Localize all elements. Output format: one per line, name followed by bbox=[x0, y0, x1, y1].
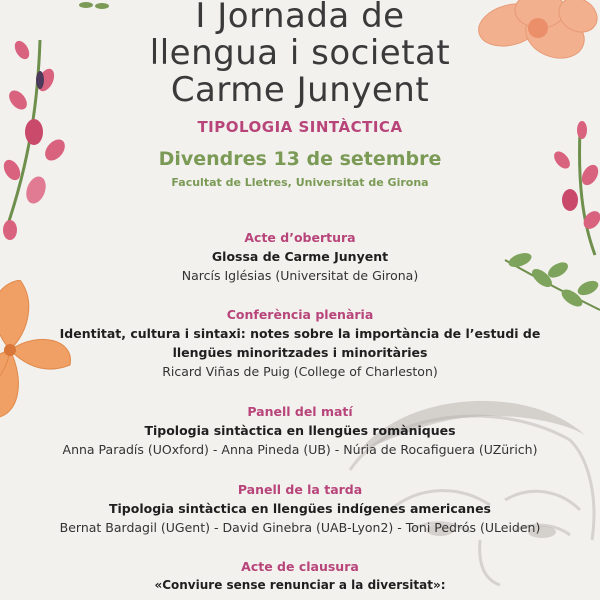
afternoon-panel-heading: Panell de la tarda bbox=[237, 482, 363, 497]
plenary-talk-line-2: llengües minoritzades i minoritàries bbox=[172, 345, 428, 360]
morning-panel-speakers: Anna Paradís (UOxford) - Anna Pineda (UB) - Núria de Rocafiguera (UZürich) bbox=[62, 442, 538, 457]
opening-heading: Acte d’obertura bbox=[244, 230, 356, 245]
plenary-heading: Conferència plenària bbox=[226, 307, 374, 322]
event-title-line-2: llengua i societat bbox=[149, 33, 451, 73]
afternoon-panel-speakers: Bernat Bardagil (UGent) - David Ginebra (UAB-Lyon2) - Toni Pedrós (ULeiden) bbox=[59, 520, 541, 535]
event-subtitle: TIPOLOGIA SINTÀCTICA bbox=[197, 118, 403, 136]
opening-speaker: Narcís Iglésias (Universitat de Girona) bbox=[181, 268, 419, 283]
event-title bbox=[0, 0, 600, 109]
event-venue: Facultat de Lletres, Universitat de Girona bbox=[171, 176, 429, 189]
plenary-talk-line-1: Identitat, cultura i sintaxi: notes sobre la importància de l’estudi de bbox=[59, 326, 541, 341]
event-title-line-3: Carme Junyent bbox=[170, 70, 430, 110]
afternoon-panel-talk: Tipologia sintàctica en llengües indígenes americanes bbox=[109, 501, 491, 516]
morning-panel-heading: Panell del matí bbox=[247, 404, 353, 419]
morning-panel-talk: Tipologia sintàctica en llengües romàniques bbox=[144, 423, 456, 438]
closing-talk: «Conviure sense renunciar a la diversitat»: bbox=[154, 578, 446, 592]
event-title-line-1: I Jornada de bbox=[195, 0, 405, 36]
plenary-speaker: Ricard Viñas de Puig (College of Charleston) bbox=[162, 364, 438, 379]
opening-talk: Glossa de Carme Junyent bbox=[211, 249, 389, 264]
closing-heading: Acte de clausura bbox=[241, 559, 359, 574]
event-date: Divendres 13 de setembre bbox=[158, 148, 442, 170]
